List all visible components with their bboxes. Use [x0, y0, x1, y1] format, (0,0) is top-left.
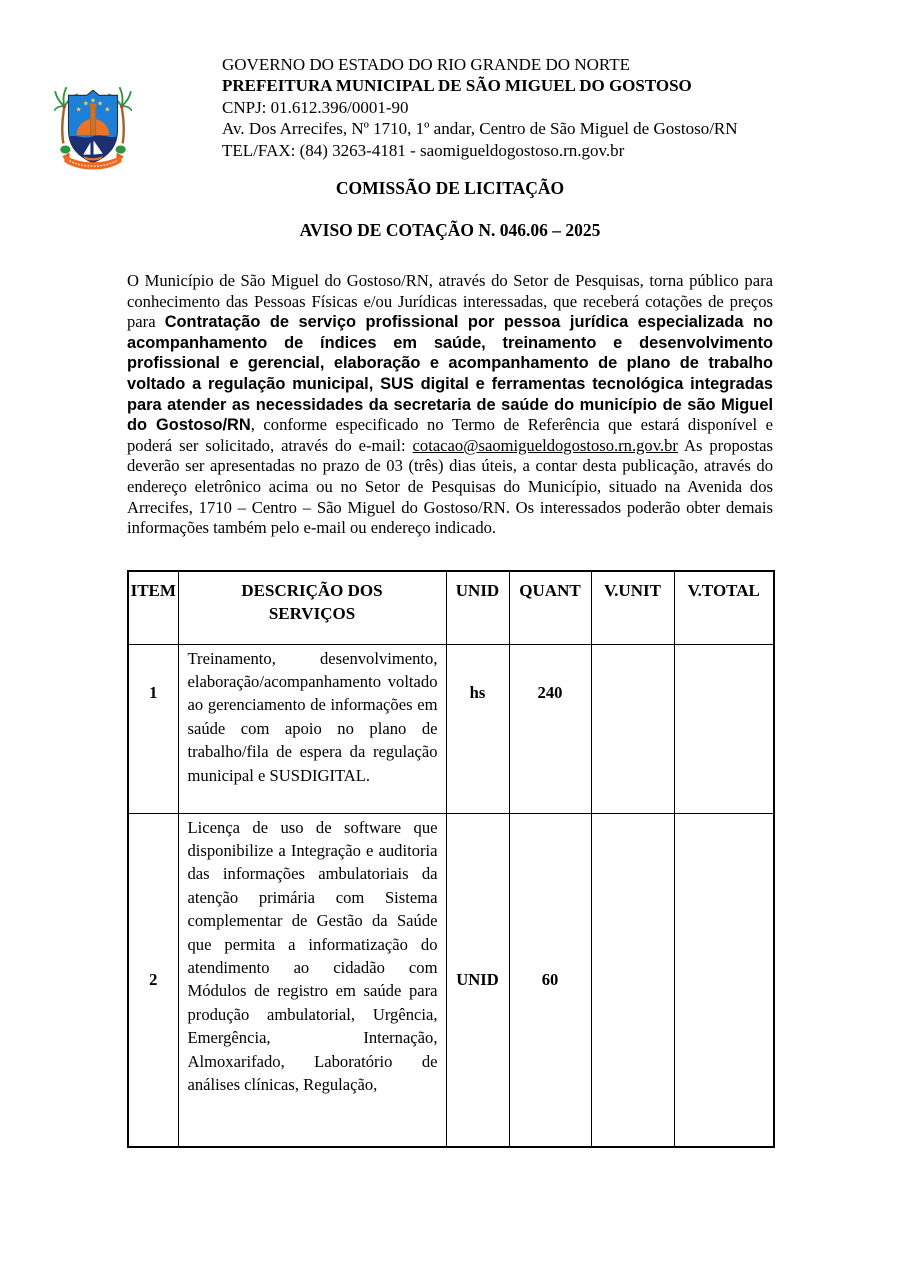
- table-row: [128, 644, 774, 813]
- vtotal-cell: [674, 813, 774, 1147]
- column-header-descricao: DESCRIÇÃO DOS SERVIÇOS: [178, 571, 446, 644]
- municipal-crest-icon: [54, 82, 132, 170]
- notice-number-title: AVISO DE COTAÇÃO N. 046.06 – 2025: [299, 220, 601, 240]
- column-header-item: ITEM: [128, 571, 178, 644]
- paragraph-object-bold: Contratação de serviço profissional por pessoa jurídica especializada no acompanhamento de índices em saúde, treinamento e desenvolvimento profissional e gerencial, elaboração e acompanhamento de plano de trabalho voltado a regulação municipal, SUS digital e ferramentas tecnológica integradas para atender as necessidades da secretaria de saúde do município de são Miguel do Gostoso/RN: [127, 313, 774, 435]
- letterhead-phone-site-line: TEL/FAX: (84) 3263-4181 - saomigueldogostoso.rn.gov.br: [222, 140, 625, 160]
- letterhead-cnpj-line: CNPJ: 01.612.396/0001-90: [222, 97, 409, 117]
- svg-text:★: ★: [90, 96, 96, 105]
- svg-text:★: ★: [75, 105, 82, 114]
- quant-cell: 240: [509, 644, 591, 813]
- item-cell: 1: [128, 644, 178, 813]
- email-link[interactable]: cotacao@saomigueldogostoso.rn.gov.br: [412, 435, 678, 455]
- letterhead-municipality-line: PREFEITURA MUNICIPAL DE SÃO MIGUEL DO GOSTOSO: [222, 76, 692, 96]
- unid-cell: hs: [446, 644, 509, 813]
- description-cell: Treinamento, desenvolvimento, elaboração/acompanhamento voltado ao gerenciamento de informações em saúde com apoio no plano de trabalho/fila de espera da regulação municipal e SUSDIGITAL.: [178, 644, 446, 813]
- column-header-vtotal: V.TOTAL: [674, 571, 774, 644]
- column-header-vunit: V.UNIT: [591, 571, 674, 644]
- notice-paragraph: [127, 271, 773, 539]
- vunit-cell: [591, 644, 674, 813]
- description-cell: Licença de uso de software que disponibilize a Integração e auditoria das informações ambulatoriais da atenção primária com Sistema complementar de Gestão da Saúde que permita a informatização do atendimento ao cidadão com Módulos de registro em saúde para produção ambulatorial, Urgência, Emergência, Internação, Almoxarifado, Laboratório de análises clínicas, Regulação,: [178, 813, 446, 1147]
- table-header-row: [128, 571, 774, 644]
- letterhead-government-line: GOVERNO DO ESTADO DO RIO GRANDE DO NORTE: [222, 55, 630, 74]
- paragraph-closing: As propostas deverão ser apresentadas no prazo de 03 (três) dias úteis, a contar desta publicação, através do endereço eletrônico acima ou no Setor de Pesquisas do Município, situado na Avenida dos Arrecifes, 1710 – Centro – São Miguel do Gostoso/RN. Os interessados poderão obter demais informações também pelo e-mail ou endereço indicado.: [127, 435, 773, 538]
- column-header-quant: QUANT: [509, 571, 591, 644]
- letterhead: [222, 54, 822, 161]
- unid-cell: UNID: [446, 813, 509, 1147]
- commission-title: COMISSÃO DE LICITAÇÃO: [335, 178, 565, 198]
- letterhead-address-line: Av. Dos Arrecifes, Nº 1710, 1º andar, Centro de São Miguel de Gostoso/RN: [222, 119, 738, 139]
- vtotal-cell: [674, 644, 774, 813]
- paragraph-after-bold: , conforme especificado no Termo de Referência que estará disponível e poderá ser solicitado, através do e-mail:: [127, 415, 774, 455]
- svg-text:★: ★: [97, 99, 104, 108]
- quotation-table: [127, 570, 775, 1148]
- svg-text:★: ★: [104, 105, 111, 114]
- table-row: [128, 813, 774, 1147]
- svg-text:★: ★: [82, 99, 89, 108]
- vunit-cell: [591, 813, 674, 1147]
- item-cell: 2: [128, 813, 178, 1147]
- paragraph-intro: O Município de São Miguel do Gostoso/RN, através do Setor de Pesquisas, torna público para conhecimento das Pessoas Físicas e/ou Jurídicas interessadas, que receberá cotações de preços para: [127, 271, 773, 332]
- column-header-unid: UNID: [446, 571, 509, 644]
- quant-cell: 60: [509, 813, 591, 1147]
- coat-of-arms-logo: [54, 82, 132, 170]
